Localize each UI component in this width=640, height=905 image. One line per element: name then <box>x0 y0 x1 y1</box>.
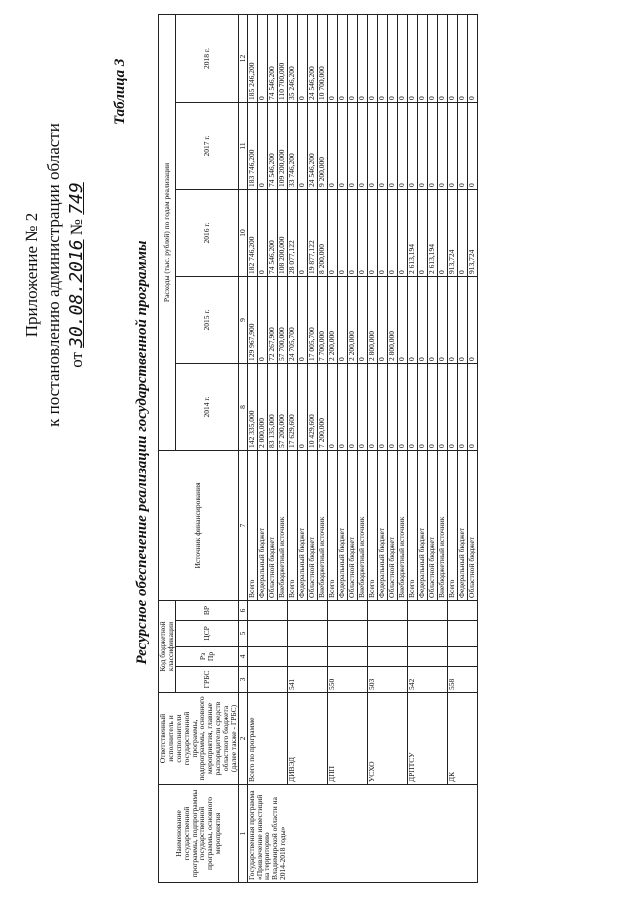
col-header-2015: 2015 г. <box>175 276 238 363</box>
source-cell: Внебюджетный источник <box>277 450 287 600</box>
col-header-executor: Ответственный исполнитель и соисполнители государственной программы, подпрограммы, основного мероприятия, главные распорядители средств областного бюджета (далее также - ГРБС) <box>159 693 239 785</box>
value-cell: 0 <box>397 102 407 189</box>
value-cell: 0 <box>337 102 347 189</box>
code-cell <box>367 621 407 647</box>
value-cell: 185 246,200 <box>247 14 257 102</box>
executor-cell: Всего по программе <box>247 693 287 785</box>
value-cell: 0 <box>397 363 407 450</box>
value-cell: 74 546,200 <box>267 14 277 102</box>
value-cell: 0 <box>437 363 447 450</box>
code-cell <box>407 600 447 620</box>
value-cell: 0 <box>327 189 337 276</box>
appendix-title: Приложение № 2 <box>22 212 41 338</box>
value-cell: 0 <box>437 276 447 363</box>
value-cell: 110 700,000 <box>277 14 287 102</box>
resource-table <box>158 14 478 883</box>
value-cell: 0 <box>427 102 437 189</box>
col-header-name: Наименование государственной программы, подпрограммы государственной программы, основного мероприятия <box>159 785 239 883</box>
value-cell: 0 <box>377 102 387 189</box>
source-cell: Всего <box>407 450 417 600</box>
value-cell: 33 746,200 <box>287 102 297 189</box>
value-cell: 0 <box>437 14 447 102</box>
table-row <box>407 14 417 882</box>
value-cell: 28 077,122 <box>287 189 297 276</box>
source-cell: Федеральный бюджет <box>337 450 347 600</box>
value-cell: 0 <box>447 14 457 102</box>
code-cell <box>407 647 447 667</box>
col-num: 1 <box>238 785 247 883</box>
value-cell: 0 <box>367 363 377 450</box>
grbs-cell <box>247 667 287 693</box>
value-cell: 0 <box>467 363 477 450</box>
value-cell: 0 <box>417 189 427 276</box>
col-header-rzpr: Рз Пр <box>175 647 238 667</box>
grbs-cell: 503 <box>367 667 407 693</box>
col-num: 7 <box>238 450 247 600</box>
value-cell: 17 629,600 <box>287 363 297 450</box>
source-cell: Областной бюджет <box>307 450 317 600</box>
col-header-expenses: Расходы (тыс. рублей) по годам реализации <box>159 14 176 450</box>
value-cell: 0 <box>377 363 387 450</box>
col-num: 9 <box>238 276 247 363</box>
code-cell <box>247 647 287 667</box>
col-num: 11 <box>238 102 247 189</box>
grbs-cell: 542 <box>407 667 447 693</box>
source-cell: Областной бюджет <box>347 450 357 600</box>
value-cell: 0 <box>437 189 447 276</box>
value-cell: 0 <box>387 102 397 189</box>
source-cell: Внебюджетный источник <box>397 450 407 600</box>
col-header-vr: ВР <box>175 600 238 620</box>
table-row <box>367 14 377 882</box>
value-cell: 2 613,194 <box>427 189 437 276</box>
value-cell: 2 000,000 <box>257 363 267 450</box>
source-cell: Всего <box>447 450 457 600</box>
col-num: 4 <box>238 647 247 667</box>
value-cell: 0 <box>337 363 347 450</box>
value-cell: 0 <box>427 14 437 102</box>
appendix-decree-line: к постановлению администрации области <box>44 123 63 427</box>
source-cell: Федеральный бюджет <box>377 450 387 600</box>
value-cell: 57 200,000 <box>277 363 287 450</box>
value-cell: 0 <box>387 14 397 102</box>
value-cell: 0 <box>447 363 457 450</box>
source-cell: Всего <box>247 450 257 600</box>
value-cell: 0 <box>337 276 347 363</box>
table-row <box>287 14 297 882</box>
document-title: Ресурсное обеспечение реализации государственной программы <box>134 240 150 665</box>
table-row <box>327 14 337 882</box>
value-cell: 0 <box>397 14 407 102</box>
value-cell: 19 877,122 <box>307 189 317 276</box>
executor-cell: ДИВЭД <box>287 693 327 785</box>
col-num: 3 <box>238 667 247 693</box>
code-cell <box>247 621 287 647</box>
col-num: 6 <box>238 600 247 620</box>
executor-cell: УСХО <box>367 693 407 785</box>
value-cell: 0 <box>297 276 307 363</box>
source-cell: Федеральный бюджет <box>297 450 307 600</box>
value-cell: 0 <box>447 276 457 363</box>
code-cell <box>287 647 327 667</box>
value-cell: 0 <box>337 14 347 102</box>
executor-cell: ДПП <box>327 693 367 785</box>
value-cell: 0 <box>457 363 467 450</box>
value-cell: 0 <box>457 14 467 102</box>
appendix-date-line <box>66 75 87 475</box>
col-header-grbs: ГРБС <box>175 667 238 693</box>
value-cell: 0 <box>377 189 387 276</box>
value-cell: 0 <box>327 363 337 450</box>
value-cell: 183 746,200 <box>247 102 257 189</box>
code-cell <box>287 621 327 647</box>
value-cell: 0 <box>257 14 267 102</box>
value-cell: 0 <box>407 14 417 102</box>
grbs-cell: 550 <box>327 667 367 693</box>
value-cell: 0 <box>327 102 337 189</box>
source-cell: Внебюджетный источник <box>317 450 327 600</box>
executor-cell: ДК <box>447 693 477 785</box>
value-cell: 0 <box>457 189 467 276</box>
value-cell: 0 <box>357 102 367 189</box>
col-num: 8 <box>238 363 247 450</box>
value-cell: 0 <box>367 102 377 189</box>
value-cell: 0 <box>397 189 407 276</box>
value-cell: 0 <box>297 14 307 102</box>
value-cell: 0 <box>407 363 417 450</box>
executor-cell: ДРПТСУ <box>407 693 447 785</box>
value-cell: 0 <box>417 276 427 363</box>
source-cell: Федеральный бюджет <box>257 450 267 600</box>
value-cell: 2 800,000 <box>387 276 397 363</box>
value-cell: 72 267,900 <box>267 276 277 363</box>
source-cell: Всего <box>327 450 337 600</box>
col-header-2016: 2016 г. <box>175 189 238 276</box>
value-cell: 108 200,000 <box>277 189 287 276</box>
code-cell <box>407 621 447 647</box>
col-header-2014: 2014 г. <box>175 363 238 450</box>
value-cell: 10 429,600 <box>307 363 317 450</box>
col-header-2017: 2017 г. <box>175 102 238 189</box>
column-number-row <box>238 14 247 882</box>
code-cell <box>287 600 327 620</box>
code-cell <box>367 647 407 667</box>
value-cell: 0 <box>367 14 377 102</box>
value-cell: 913,724 <box>467 189 477 276</box>
value-cell: 0 <box>387 189 397 276</box>
value-cell: 0 <box>427 276 437 363</box>
value-cell: 0 <box>457 276 467 363</box>
value-cell: 0 <box>347 102 357 189</box>
col-num: 12 <box>238 14 247 102</box>
value-cell: 7 200,000 <box>317 363 327 450</box>
value-cell: 24 546,200 <box>307 14 317 102</box>
value-cell: 0 <box>347 363 357 450</box>
value-cell: 0 <box>407 102 417 189</box>
value-cell: 0 <box>377 14 387 102</box>
value-cell: 0 <box>357 363 367 450</box>
value-cell: 0 <box>377 276 387 363</box>
col-num: 10 <box>238 189 247 276</box>
table-body <box>247 14 477 882</box>
table-row <box>447 14 457 882</box>
value-cell: 0 <box>297 102 307 189</box>
value-cell: 2 800,000 <box>367 276 377 363</box>
date-prefix: от <box>67 352 86 368</box>
code-cell <box>327 621 367 647</box>
value-cell: 0 <box>357 14 367 102</box>
source-cell: Федеральный бюджет <box>457 450 467 600</box>
code-cell <box>327 647 367 667</box>
value-cell: 0 <box>297 363 307 450</box>
col-header-source: Источник финансирования <box>159 450 239 600</box>
source-cell: Областной бюджет <box>427 450 437 600</box>
value-cell: 0 <box>367 189 377 276</box>
code-cell <box>447 600 477 620</box>
value-cell: 0 <box>357 189 367 276</box>
value-cell: 0 <box>467 14 477 102</box>
value-cell: 182 746,200 <box>247 189 257 276</box>
value-cell: 24 705,700 <box>287 276 297 363</box>
value-cell: 2 200,000 <box>327 276 337 363</box>
grbs-cell: 541 <box>287 667 327 693</box>
value-cell: 0 <box>437 102 447 189</box>
value-cell: 9 200,000 <box>317 102 327 189</box>
value-cell: 83 135,000 <box>267 363 277 450</box>
source-cell: Всего <box>287 450 297 600</box>
value-cell: 0 <box>327 14 337 102</box>
value-cell: 109 200,000 <box>277 102 287 189</box>
value-cell: 74 546,200 <box>267 102 277 189</box>
value-cell: 0 <box>297 189 307 276</box>
value-cell: 0 <box>397 276 407 363</box>
value-cell: 0 <box>467 102 477 189</box>
source-cell: Внебюджетный источник <box>357 450 367 600</box>
value-cell: 0 <box>257 189 267 276</box>
value-cell: 913,724 <box>447 189 457 276</box>
decree-number: 749 <box>66 182 87 215</box>
value-cell: 0 <box>417 14 427 102</box>
value-cell: 0 <box>417 363 427 450</box>
source-cell: Всего <box>367 450 377 600</box>
source-cell: Областной бюджет <box>387 450 397 600</box>
col-header-2018: 2018 г. <box>175 14 238 102</box>
program-name-cell: Государственная программа «Привлечение инвестиций на территорию Владимирской области на 2014-2018 годы» <box>247 785 477 883</box>
source-cell: Внебюджетный источник <box>437 450 447 600</box>
value-cell: 0 <box>257 276 267 363</box>
code-cell <box>447 621 477 647</box>
table-row <box>247 14 257 882</box>
value-cell: 0 <box>347 189 357 276</box>
value-cell: 0 <box>407 276 417 363</box>
value-cell: 0 <box>337 189 347 276</box>
value-cell: 35 246,200 <box>287 14 297 102</box>
value-cell: 0 <box>457 102 467 189</box>
value-cell: 0 <box>257 102 267 189</box>
value-cell: 0 <box>427 363 437 450</box>
value-cell: 8 200,000 <box>317 189 327 276</box>
source-cell: Областной бюджет <box>267 450 277 600</box>
code-cell <box>367 600 407 620</box>
value-cell: 0 <box>447 102 457 189</box>
value-cell: 74 546,200 <box>267 189 277 276</box>
value-cell: 0 <box>387 363 397 450</box>
value-cell: 0 <box>347 14 357 102</box>
grbs-cell: 558 <box>447 667 477 693</box>
source-cell: Федеральный бюджет <box>417 450 427 600</box>
value-cell: 0 <box>467 276 477 363</box>
table-label: Таблица 3 <box>112 58 128 125</box>
value-cell: 0 <box>417 102 427 189</box>
value-cell: 2 613,194 <box>407 189 417 276</box>
code-cell <box>247 600 287 620</box>
code-cell <box>327 600 367 620</box>
value-cell: 17 005,700 <box>307 276 317 363</box>
decree-date: 30.08.2016 <box>66 239 87 348</box>
value-cell: 57 700,000 <box>277 276 287 363</box>
value-cell: 7 700,000 <box>317 276 327 363</box>
value-cell: 0 <box>357 276 367 363</box>
value-cell: 2 200,000 <box>347 276 357 363</box>
value-cell: 10 700,000 <box>317 14 327 102</box>
value-cell: 142 335,000 <box>247 363 257 450</box>
col-num: 5 <box>238 621 247 647</box>
number-prefix: № <box>67 218 86 236</box>
value-cell: 24 546,200 <box>307 102 317 189</box>
col-num: 2 <box>238 693 247 785</box>
col-header-csr: ЦСР <box>175 621 238 647</box>
value-cell: 129 967,900 <box>247 276 257 363</box>
code-cell <box>447 647 477 667</box>
col-header-budget-code: Код бюджетной классификации <box>159 600 176 692</box>
source-cell: Областной бюджет <box>467 450 477 600</box>
